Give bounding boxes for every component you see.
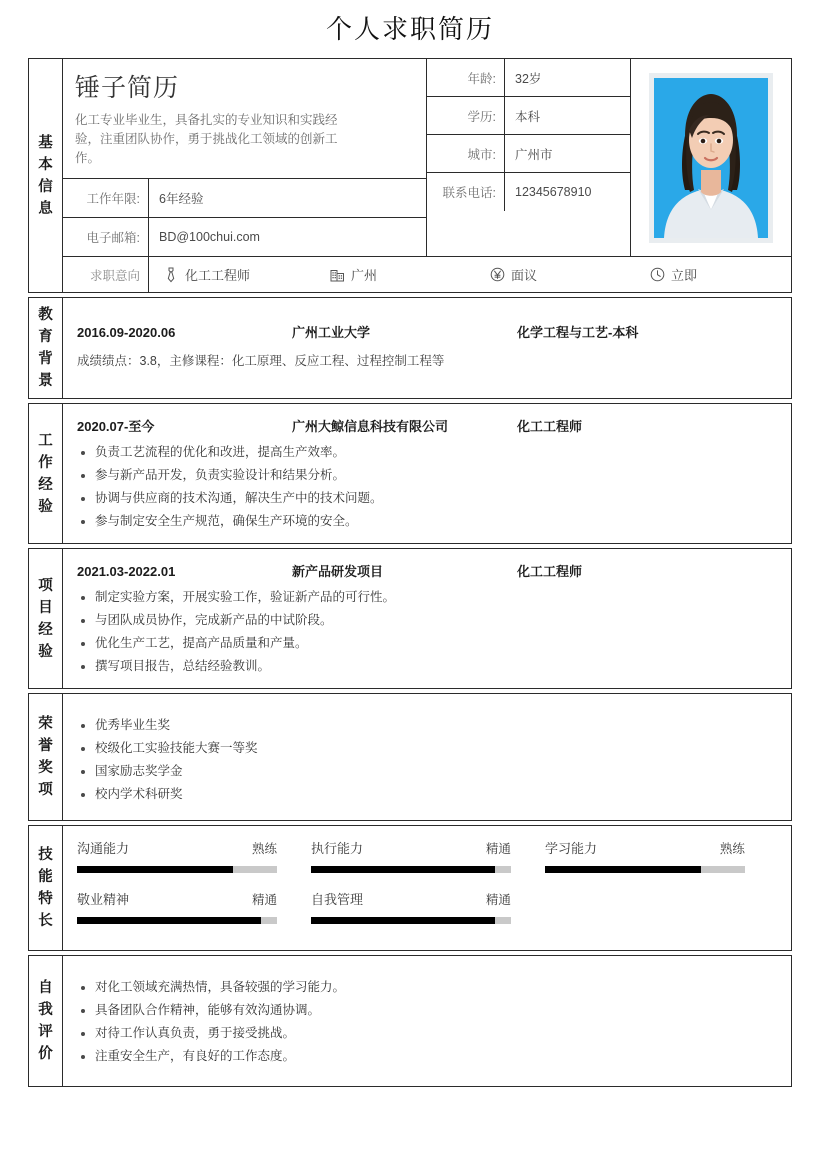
education-school: 广州工业大学 xyxy=(292,325,371,340)
job-intent-availability-text: 立即 xyxy=(671,268,698,283)
avatar xyxy=(654,78,768,238)
skill-grid xyxy=(77,838,779,940)
skill-progress-track xyxy=(77,917,277,924)
list-item: 校级化工实验技能大赛一等奖 xyxy=(77,737,779,760)
work-row-head xyxy=(77,416,779,435)
education-body xyxy=(63,298,791,398)
honors-body xyxy=(63,694,791,820)
section-label-char: 景 xyxy=(38,373,53,389)
skill-progress-track xyxy=(545,866,745,873)
section-label-char: 经 xyxy=(38,621,53,638)
section-label-char: 基 xyxy=(38,134,53,151)
job-intent-row xyxy=(63,256,791,292)
list-item: 参与制定安全生产规范，确保生产环境的安全。 xyxy=(77,510,779,533)
list-item: 协调与供应商的技术沟通，解决生产中的技术问题。 xyxy=(77,487,779,510)
job-intent-availability xyxy=(649,265,769,284)
skill-level: 熟练 xyxy=(251,842,277,856)
field-value-age: 32岁 xyxy=(515,71,542,86)
photo-frame xyxy=(649,73,773,243)
section-label-char: 目 xyxy=(38,599,53,616)
field-row-city xyxy=(427,135,630,173)
job-intent-city-text: 广州 xyxy=(351,268,378,283)
list-item: 对化工领域充满热情，具备较强的学习能力。 xyxy=(77,976,779,999)
skill-name: 敬业精神 xyxy=(77,892,130,907)
honors-bullet-list xyxy=(77,714,779,806)
section-label-char: 项 xyxy=(38,782,53,798)
job-intent-salary-text: 面议 xyxy=(511,268,538,283)
skill-level: 精通 xyxy=(485,893,511,907)
section-self-evaluation xyxy=(28,955,792,1087)
section-basic-info xyxy=(28,58,792,293)
skill-header xyxy=(311,889,511,908)
section-label-char: 自 xyxy=(38,980,53,996)
skill-level: 精通 xyxy=(251,893,277,907)
field-value-phone: 12345678910 xyxy=(515,185,592,199)
list-item: 优化生产工艺，提高产品质量和产量。 xyxy=(77,632,779,655)
section-label-self-evaluation xyxy=(29,956,63,1086)
education-detail: 成绩绩点：3.8，主修课程：化工原理、反应工程、过程控制工程等 xyxy=(77,354,445,368)
field-label-education-level: 学历: xyxy=(427,97,505,134)
field-value-work-years: 6年经验 xyxy=(159,192,204,206)
self-evaluation-body xyxy=(63,956,791,1086)
list-item: 对待工作认真负责，勇于接受挑战。 xyxy=(77,1022,779,1045)
skill-header xyxy=(545,838,745,857)
section-label-char: 验 xyxy=(38,498,53,515)
section-skills xyxy=(28,825,792,951)
section-label-char: 评 xyxy=(38,1024,53,1040)
field-row-age xyxy=(427,59,630,97)
work-role: 化工工程师 xyxy=(517,419,583,434)
skill-item xyxy=(311,838,545,873)
skill-name: 学习能力 xyxy=(544,841,597,856)
tie-icon xyxy=(163,267,179,283)
list-item: 国家励志奖学金 xyxy=(77,760,779,783)
skill-progress-track xyxy=(77,866,277,873)
skill-header xyxy=(77,889,277,908)
field-label-age: 年龄: xyxy=(427,59,505,96)
basic-info-body xyxy=(63,59,791,292)
skill-level: 精通 xyxy=(485,842,511,856)
field-value-email: BD@100chui.com xyxy=(159,230,260,244)
basic-info-grid xyxy=(63,59,791,256)
section-label-char: 教 xyxy=(38,307,53,323)
skill-progress-track xyxy=(311,866,511,873)
section-label-char: 技 xyxy=(38,847,53,863)
section-label-char: 长 xyxy=(38,913,53,929)
list-item: 撰写项目报告，总结经验教训。 xyxy=(77,655,779,678)
field-row-phone xyxy=(427,173,630,211)
section-honors xyxy=(28,693,792,821)
education-row-head xyxy=(77,322,779,341)
project-date: 2021.03-2022.01 xyxy=(77,564,176,579)
job-intent-salary xyxy=(489,265,649,284)
field-label-city: 城市: xyxy=(427,135,505,172)
list-item: 参与新产品开发，负责实验设计和结果分析。 xyxy=(77,464,779,487)
field-value-city: 广州市 xyxy=(515,147,553,162)
section-label-char: 信 xyxy=(38,178,53,195)
skills-body xyxy=(63,826,791,950)
basic-info-left-column xyxy=(63,59,427,256)
list-item: 注重安全生产，有良好的工作态度。 xyxy=(77,1045,779,1068)
field-label-email: 电子邮箱: xyxy=(63,218,149,256)
skill-item xyxy=(311,889,545,924)
section-label-honors xyxy=(29,694,63,820)
skill-name: 自我管理 xyxy=(310,892,363,907)
skill-item-empty xyxy=(545,889,779,924)
section-label-char: 荣 xyxy=(38,716,53,732)
list-item: 制定实验方案，开展实验工作，验证新产品的可行性。 xyxy=(77,586,779,609)
skill-header xyxy=(311,838,511,857)
skill-name: 执行能力 xyxy=(310,841,363,856)
section-label-char: 息 xyxy=(38,200,53,217)
photo-cell xyxy=(631,59,791,256)
skill-progress-fill xyxy=(311,917,495,924)
section-education xyxy=(28,297,792,399)
job-intent-position xyxy=(149,265,329,284)
yen-circle-icon xyxy=(489,267,505,283)
section-label-char: 本 xyxy=(38,156,53,173)
work-experience-body xyxy=(63,404,791,543)
project-name: 新产品研发项目 xyxy=(292,564,384,579)
candidate-summary: 化工专业毕业生，具备扎实的专业知识和实践经验，注重团队协作，勇于挑战化工领域的创新工作。 xyxy=(75,113,338,165)
project-experience-body xyxy=(63,549,791,688)
work-bullet-list xyxy=(77,441,779,533)
skill-item xyxy=(77,838,311,873)
job-intent-items xyxy=(149,265,791,284)
section-label-char: 价 xyxy=(38,1046,53,1062)
job-intent-position-text: 化工工程师 xyxy=(185,268,251,283)
work-company: 广州大鲸信息科技有限公司 xyxy=(292,419,449,434)
section-label-char: 育 xyxy=(38,329,53,345)
name-block xyxy=(63,59,426,178)
candidate-name: 锤子简历 xyxy=(75,74,180,102)
section-label-char: 背 xyxy=(38,351,53,367)
skill-progress-fill xyxy=(77,917,261,924)
section-label-char: 我 xyxy=(38,1002,53,1018)
field-value-education-level: 本科 xyxy=(515,109,541,124)
basic-info-middle-column xyxy=(427,59,631,256)
field-row-work-years xyxy=(63,178,426,217)
building-icon xyxy=(329,267,345,283)
skill-progress-fill xyxy=(77,866,233,873)
project-bullet-list xyxy=(77,586,779,678)
list-item: 具备团队合作精神，能够有效沟通协调。 xyxy=(77,999,779,1022)
field-row-email xyxy=(63,217,426,256)
job-intent-label: 求职意向 xyxy=(63,257,149,293)
section-project-experience xyxy=(28,548,792,689)
field-row-education-level xyxy=(427,97,630,135)
skill-header xyxy=(77,838,277,857)
section-label-work-experience xyxy=(29,404,63,543)
list-item: 与团队成员协作，完成新产品的中试阶段。 xyxy=(77,609,779,632)
avatar-illustration xyxy=(654,78,768,238)
skill-progress-track xyxy=(311,917,511,924)
education-major: 化学工程与工艺-本科 xyxy=(517,325,639,340)
skill-progress-fill xyxy=(545,866,701,873)
clock-icon xyxy=(649,267,665,283)
skill-progress-fill xyxy=(311,866,495,873)
section-label-char: 奖 xyxy=(38,760,53,776)
list-item: 校内学术科研奖 xyxy=(77,783,779,806)
section-label-char: 能 xyxy=(38,869,53,885)
section-label-education xyxy=(29,298,63,398)
field-label-phone: 联系电话: xyxy=(427,173,505,211)
list-item: 负责工艺流程的优化和改进，提高生产效率。 xyxy=(77,441,779,464)
section-label-char: 作 xyxy=(38,454,53,471)
section-label-skills xyxy=(29,826,63,950)
job-intent-city xyxy=(329,265,489,284)
section-label-char: 验 xyxy=(38,643,53,660)
section-label-char: 项 xyxy=(38,577,53,594)
project-role: 化工工程师 xyxy=(517,564,583,579)
list-item: 优秀毕业生奖 xyxy=(77,714,779,737)
work-date: 2020.07-至今 xyxy=(77,419,155,434)
section-label-basic-info xyxy=(29,59,63,292)
section-label-project-experience xyxy=(29,549,63,688)
field-label-work-years: 工作年限: xyxy=(63,179,149,217)
section-work-experience xyxy=(28,403,792,544)
section-label-char: 誉 xyxy=(38,738,53,754)
section-label-char: 工 xyxy=(38,432,53,449)
self-evaluation-bullet-list xyxy=(77,976,779,1068)
skill-name: 沟通能力 xyxy=(77,841,130,856)
education-date: 2016.09-2020.06 xyxy=(77,325,176,340)
section-label-char: 特 xyxy=(38,891,53,907)
skill-level: 熟练 xyxy=(719,842,745,856)
section-label-char: 经 xyxy=(38,476,53,493)
skill-item xyxy=(545,838,779,873)
page-title: 个人求职简历 xyxy=(325,14,494,44)
project-row-head xyxy=(77,561,779,580)
skill-item xyxy=(77,889,311,924)
